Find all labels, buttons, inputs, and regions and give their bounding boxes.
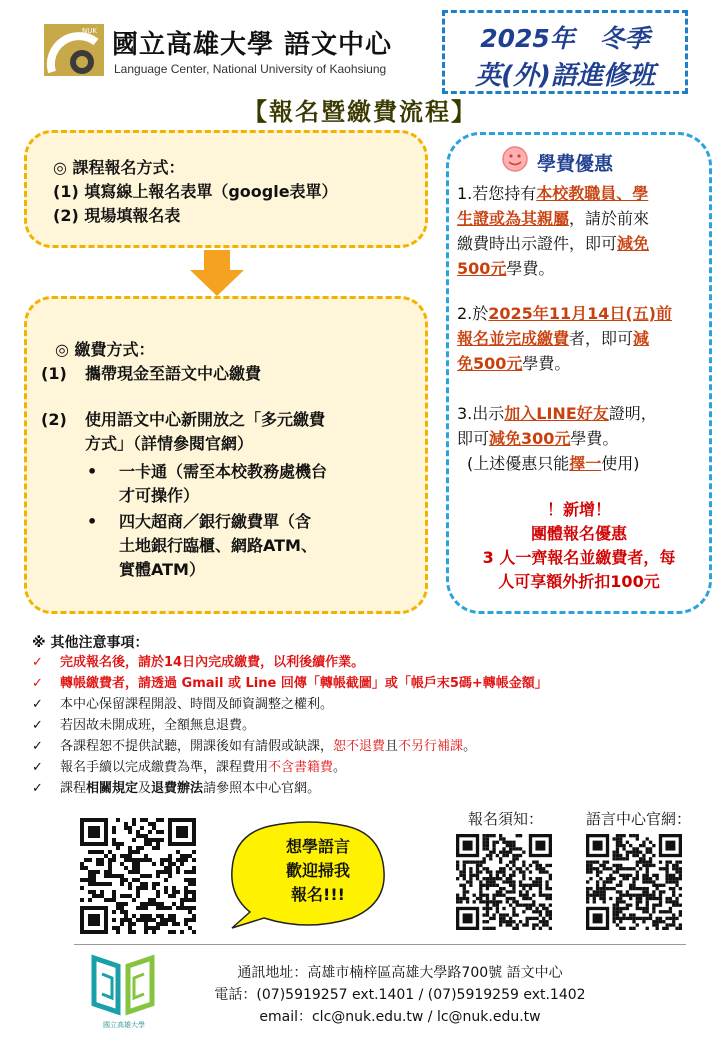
register-info-label: 報名須知： (468, 810, 544, 828)
discount-3-text: 3.出示加入LINE好友證明， (457, 404, 657, 423)
discount-1-text: 繳費時出示證件，即可減免 (457, 234, 650, 253)
payment-sub-ipass: 才可操作） (119, 486, 200, 505)
divider (74, 944, 686, 945)
term-banner (442, 10, 688, 94)
notes-heading: ※ 其他注意事項： (32, 635, 149, 651)
note-item: ✓ 課程相關規定及退費辦法請參照本中心官網。 (32, 781, 321, 796)
discount-1-text: 500元學費。 (457, 259, 555, 278)
note-item: ✓ 各課程恕不提供試聽，開課後如有請假或缺課，恕不退費且不另行補課。 (32, 739, 477, 754)
discount-title: 學費優惠 (537, 153, 614, 175)
smiley-icon (501, 145, 529, 173)
check-icon: ✓ (32, 760, 43, 775)
payment-heading: ◎ 繳費方式： (55, 340, 155, 359)
check-icon: ✓ (32, 655, 43, 670)
organization-name: 國立高雄大學 語文中心 (112, 30, 393, 60)
check-icon: ✓ (32, 718, 43, 733)
payment-item-number: (1) (41, 364, 67, 383)
payment-sub-store: 實體ATM） (119, 560, 205, 579)
organization-name-en: Language Center, National University of Kaohsiung (114, 62, 387, 76)
arrow-down-icon (190, 250, 244, 296)
logo-text: NUK (82, 27, 97, 35)
payment-sub-store: 四大超商／銀行繳費單（含 (119, 512, 312, 531)
registration-heading: ◎ 課程報名方式： (53, 158, 185, 177)
bullet: • (87, 462, 98, 481)
group-offer-text: 人可享額外折扣100元 (498, 572, 660, 591)
discount-1-text: 生證或為其親屬，請於前來 (457, 209, 650, 228)
course-name: 英(外)語進修班 (475, 61, 655, 91)
footer-email[interactable]: email：clc@nuk.edu.tw / lc@nuk.edu.tw (259, 1009, 541, 1025)
note-item: ✓ 報名手續以完成繳費為準，課程費用不含書籍費。 (32, 760, 347, 775)
bubble-text: 歡迎掃我 (285, 861, 350, 880)
new-offer-badge: ！新增！ (546, 500, 611, 519)
discount-2-text: 免500元學費。 (457, 354, 571, 373)
check-icon: ✓ (32, 781, 43, 796)
discount-1-text: 1.若您持有本校教職員、學 (457, 184, 649, 203)
discount-3-note: (上述優惠只能擇一使用) (467, 454, 640, 473)
registration-item: (2) 現場填報名表 (53, 206, 181, 225)
bullet: • (87, 512, 98, 531)
note-item: ✓ 若因故未開成班，全額無息退費。 (32, 718, 256, 733)
check-icon: ✓ (32, 676, 43, 691)
language-center-logo-icon (88, 948, 158, 1022)
bubble-text: 報名!!! (291, 885, 345, 904)
official-site-label: 語言中心官網： (586, 810, 692, 828)
check-icon: ✓ (32, 697, 43, 712)
footer-logo-caption: 國立高雄大學 (103, 1021, 145, 1029)
discount-3-text: 即可減免300元學費。 (457, 429, 619, 448)
discount-2-text: 2.於2025年11月14日(五)前 (457, 304, 672, 323)
footer-phone[interactable]: 電話：(07)5919257 ext.1401 / (07)5919259 ext.1402 (214, 987, 586, 1003)
registration-qr-code-icon[interactable] (80, 818, 196, 934)
group-offer-text: 3 人一齊報名並繳費者，每 (482, 548, 676, 567)
payment-item-multi: 使用語文中心新開放之「多元繳費 (85, 410, 326, 429)
payment-method-box (24, 296, 428, 614)
note-item: ✓ 完成報名後，請於14日內完成繳費，以利後續作業。 (32, 655, 365, 670)
footer-address: 通訊地址：高雄市楠梓區高雄大學路700號 語文中心 (237, 965, 563, 981)
check-icon: ✓ (32, 739, 43, 754)
payment-item-number: (2) (41, 410, 67, 429)
note-item: ✓ 本中心保留課程開設、時間及師資調整之權利。 (32, 697, 334, 712)
payment-item-multi: 方式」（詳情參閱官網） (85, 434, 254, 453)
note-item: ✓ 轉帳繳費者，請透過 Gmail 或 Line 回傳「轉帳截圖」或「帳戶末5碼+轉帳金額」 (32, 676, 548, 691)
discount-2-text: 報名並完成繳費者，即可減 (457, 329, 650, 348)
section-title: 【報名暨繳費流程】 (243, 98, 477, 126)
payment-sub-ipass: 一卡通（需至本校教務處機台 (119, 462, 328, 481)
registration-item: (1) 填寫線上報名表單（google表單） (53, 182, 338, 201)
term-year-season: 2025年 冬季 (480, 24, 650, 53)
group-offer-title: 團體報名優惠 (530, 524, 627, 543)
register-info-qr-code-icon[interactable] (456, 834, 552, 930)
bubble-text: 想學語言 (285, 837, 350, 856)
official-site-qr-code-icon[interactable] (586, 834, 682, 930)
registration-method-box (24, 130, 428, 248)
payment-item-cash: 攜帶現金至語文中心繳費 (85, 364, 262, 383)
discount-box (446, 132, 712, 614)
university-logo-icon (42, 22, 106, 78)
payment-sub-store: 土地銀行臨櫃、網路ATM、 (119, 536, 317, 555)
